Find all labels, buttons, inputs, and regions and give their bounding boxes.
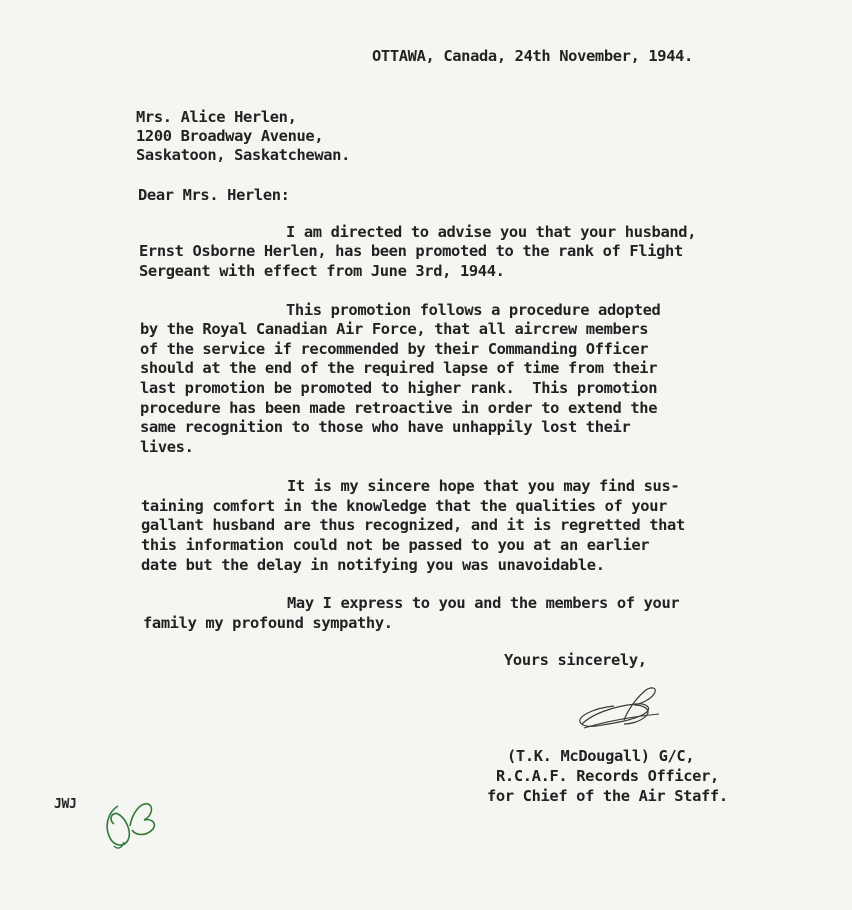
paragraph-2-line-1: This promotion follows a procedure adopted [286,301,661,319]
paragraph-3-line-5: date but the delay in notifying you was unavoidable. [141,556,605,574]
paragraph-3-line-3: gallant husband are thus recognized, and it is regretted that [141,516,685,534]
paragraph-4-line-1: May I express to you and the members of your [287,594,680,612]
salutation: Dear Mrs. Herlen: [138,186,290,204]
dateline: OTTAWA, Canada, 24th November, 1944. [372,47,693,65]
typist-initials: JWJ [54,797,77,812]
paragraph-1-line-2: Ernst Osborne Herlen, has been promoted to the rank of Flight [139,242,683,260]
paragraph-1-line-3: Sergeant with effect from June 3rd, 1944. [139,262,505,280]
paragraph-2-line-3: of the service if recommended by their Commanding Officer [140,340,649,358]
paragraph-2-line-5: last promotion be promoted to higher rank. This promotion [140,379,658,397]
paragraph-3-line-2: taining comfort in the knowledge that the qualities of your [141,497,668,515]
paragraph-3-line-1: It is my sincere hope that you may find sus- [287,477,680,495]
signer-name: (T.K. McDougall) G/C, [507,747,695,765]
signer-title: R.C.A.F. Records Officer, [496,767,719,785]
handwritten-signature [574,684,664,732]
address-line-2: 1200 Broadway Avenue, [136,127,324,145]
green-handwritten-initials [100,796,162,852]
paragraph-2-line-6: procedure has been made retroactive in order to extend the [140,399,658,417]
paragraph-3-line-4: this information could not be passed to you at an earlier [141,536,650,554]
address-line-3: Saskatoon, Saskatchewan. [136,146,350,164]
paragraph-2-line-2: by the Royal Canadian Air Force, that all aircrew members [140,320,649,338]
closing: Yours sincerely, [504,651,647,669]
signer-office: for Chief of the Air Staff. [487,787,728,805]
paragraph-1-line-1: I am directed to advise you that your husband, [286,223,697,241]
paragraph-4-line-2: family my profound sympathy. [143,614,393,632]
address-line-1: Mrs. Alice Herlen, [136,108,297,126]
paragraph-2-line-7: same recognition to those who have unhappily lost their [140,418,631,436]
paragraph-2-line-4: should at the end of the required lapse of time from their [140,359,658,377]
paragraph-2-line-8: lives. [140,438,194,456]
